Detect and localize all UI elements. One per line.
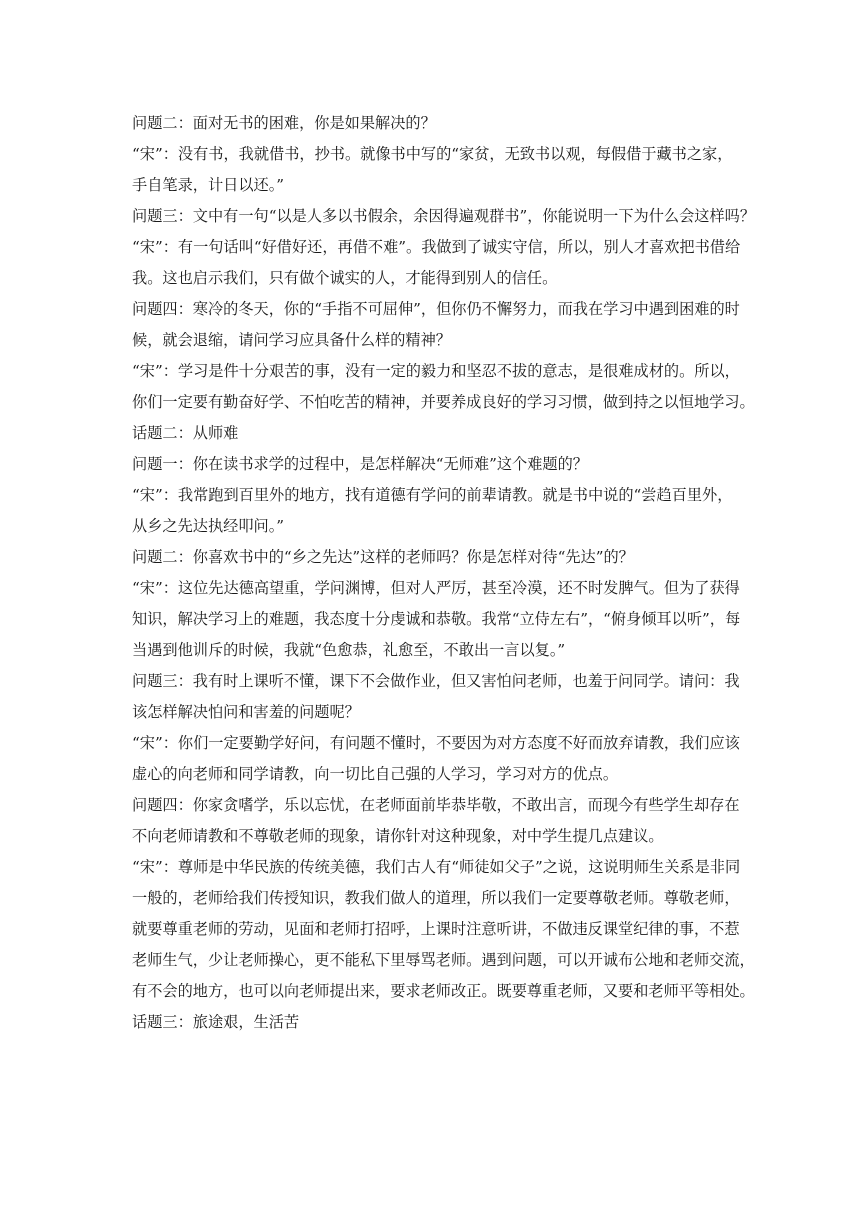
answer-paragraph (132, 728, 740, 790)
text-line: 手自笔录，计日以还。” (132, 176, 285, 194)
text-line: 不向老师请教和不尊敬老师的现象，请你针对这种现象，对中学生提几点建议。 (132, 827, 664, 845)
question-paragraph (132, 449, 732, 480)
text-line: 问题二：你喜欢书中的“乡之先达”这样的老师吗？你是怎样对待“先达”的？ (132, 548, 634, 566)
text-line: 问题二：面对无书的困难，你是如果解决的？ (132, 114, 436, 132)
text-line: “宋”：有一句话叫“好借好还，再借不难”。我做到了诚实守信，所以，别人才喜欢把书借给 (132, 238, 741, 256)
question-paragraph (132, 201, 756, 232)
answer-paragraph (132, 232, 741, 294)
text-line: “宋”：我常跑到百里外的地方，找有道德有学问的前辈请教。就是书中说的“尝趋百里外， (132, 486, 733, 504)
answer-paragraph (132, 139, 732, 201)
text-line: 问题三：文中有一句“以是人多以书假余，余因得遍观群书”，你能说明一下为什么会这样吗？ (132, 207, 756, 225)
text-line: 虚心的向老师和同学请教，向一切比自己强的人学习，学习对方的优点。 (132, 765, 618, 783)
text-line: 问题一：你在读书求学的过程中，是怎样解决“无师难”这个难题的？ (132, 455, 588, 473)
question-paragraph (132, 790, 740, 852)
text-line: 当遇到他训斥的时候，我就“色愈恭，礼愈至，不敢出一言以复。” (132, 641, 566, 659)
text-line: 话题三：旅途艰，生活苦 (132, 1013, 300, 1031)
text-line: “宋”：没有书，我就借书，抄书。就像书中写的“家贫，无致书以观，每假借于藏书之家， (132, 145, 733, 163)
text-line: “宋”：你们一定要勤学好问，有问题不懂时，不要因为对方态度不好而放弃请教，我们应该 (132, 734, 740, 752)
topic-heading (132, 418, 732, 449)
topic-heading (132, 1007, 732, 1038)
text-line: 我。这也启示我们，只有做个诚实的人，才能得到别人的信任。 (132, 269, 558, 287)
text-line: 问题四：寒冷的冬天，你的“手指不可屈伸”，但你仍不懈努力，而我在学习中遇到困难的时 (132, 300, 740, 318)
question-paragraph (132, 294, 740, 356)
text-line: 该怎样解决怕问和害羞的问题呢？ (132, 703, 360, 721)
text-line: 一般的，老师给我们传授知识，教我们做人的道理，所以我们一定要尊敬老师。尊敬老师， (132, 889, 740, 907)
question-paragraph (132, 542, 732, 573)
answer-paragraph (132, 852, 755, 1007)
text-line: “宋”：这位先达德高望重，学问渊博，但对人严厉，甚至冷漠，还不时发脾气。但为了获得 (132, 579, 740, 597)
question-paragraph (132, 108, 732, 139)
text-line: “宋”：学习是件十分艰苦的事，没有一定的毅力和坚忍不拔的意志，是很难成材的。所以， (132, 362, 740, 380)
text-line: 老师生气，少让老师操心，更不能私下里辱骂老师。遇到问题，可以开诚布公地和老师交流， (132, 951, 755, 969)
answer-paragraph (132, 356, 755, 418)
text-line: 问题四：你家贪嗜学，乐以忘忧，在老师面前毕恭毕敬，不敢出言，而现今有些学生却存在 (132, 796, 740, 814)
text-line: 问题三：我有时上课听不懂，课下不会做作业，但又害怕问老师，也羞于问同学。请问：我 (132, 672, 740, 690)
text-line: 候，就会退缩，请问学习应具备什么样的精神？ (132, 331, 451, 349)
text-line: 就要尊重老师的劳动，见面和老师打招呼，上课时注意听讲，不做违反课堂纪律的事，不惹 (132, 920, 740, 938)
text-line: 有不会的地方，也可以向老师提出来，要求老师改正。既要尊重老师，又要和老师平等相处。 (132, 982, 755, 1000)
text-line: 你们一定要有勤奋好学、不怕吃苦的精神，并要养成良好的学习习惯，做到持之以恒地学习。 (132, 393, 755, 411)
document-body (132, 108, 756, 1038)
answer-paragraph (132, 573, 741, 666)
text-line: 话题二：从师难 (132, 424, 239, 442)
text-line: 知识，解决学习上的难题，我态度十分虔诚和恭敬。我常“立侍左右”，“俯身倾耳以听”，每 (132, 610, 741, 628)
text-line: “宋”：尊师是中华民族的传统美德，我们古人有“师徒如父子”之说，这说明师生关系是非同 (132, 858, 741, 876)
answer-paragraph (132, 480, 732, 542)
text-line: 从乡之先达执经叩问。” (132, 517, 285, 535)
question-paragraph (132, 666, 740, 728)
